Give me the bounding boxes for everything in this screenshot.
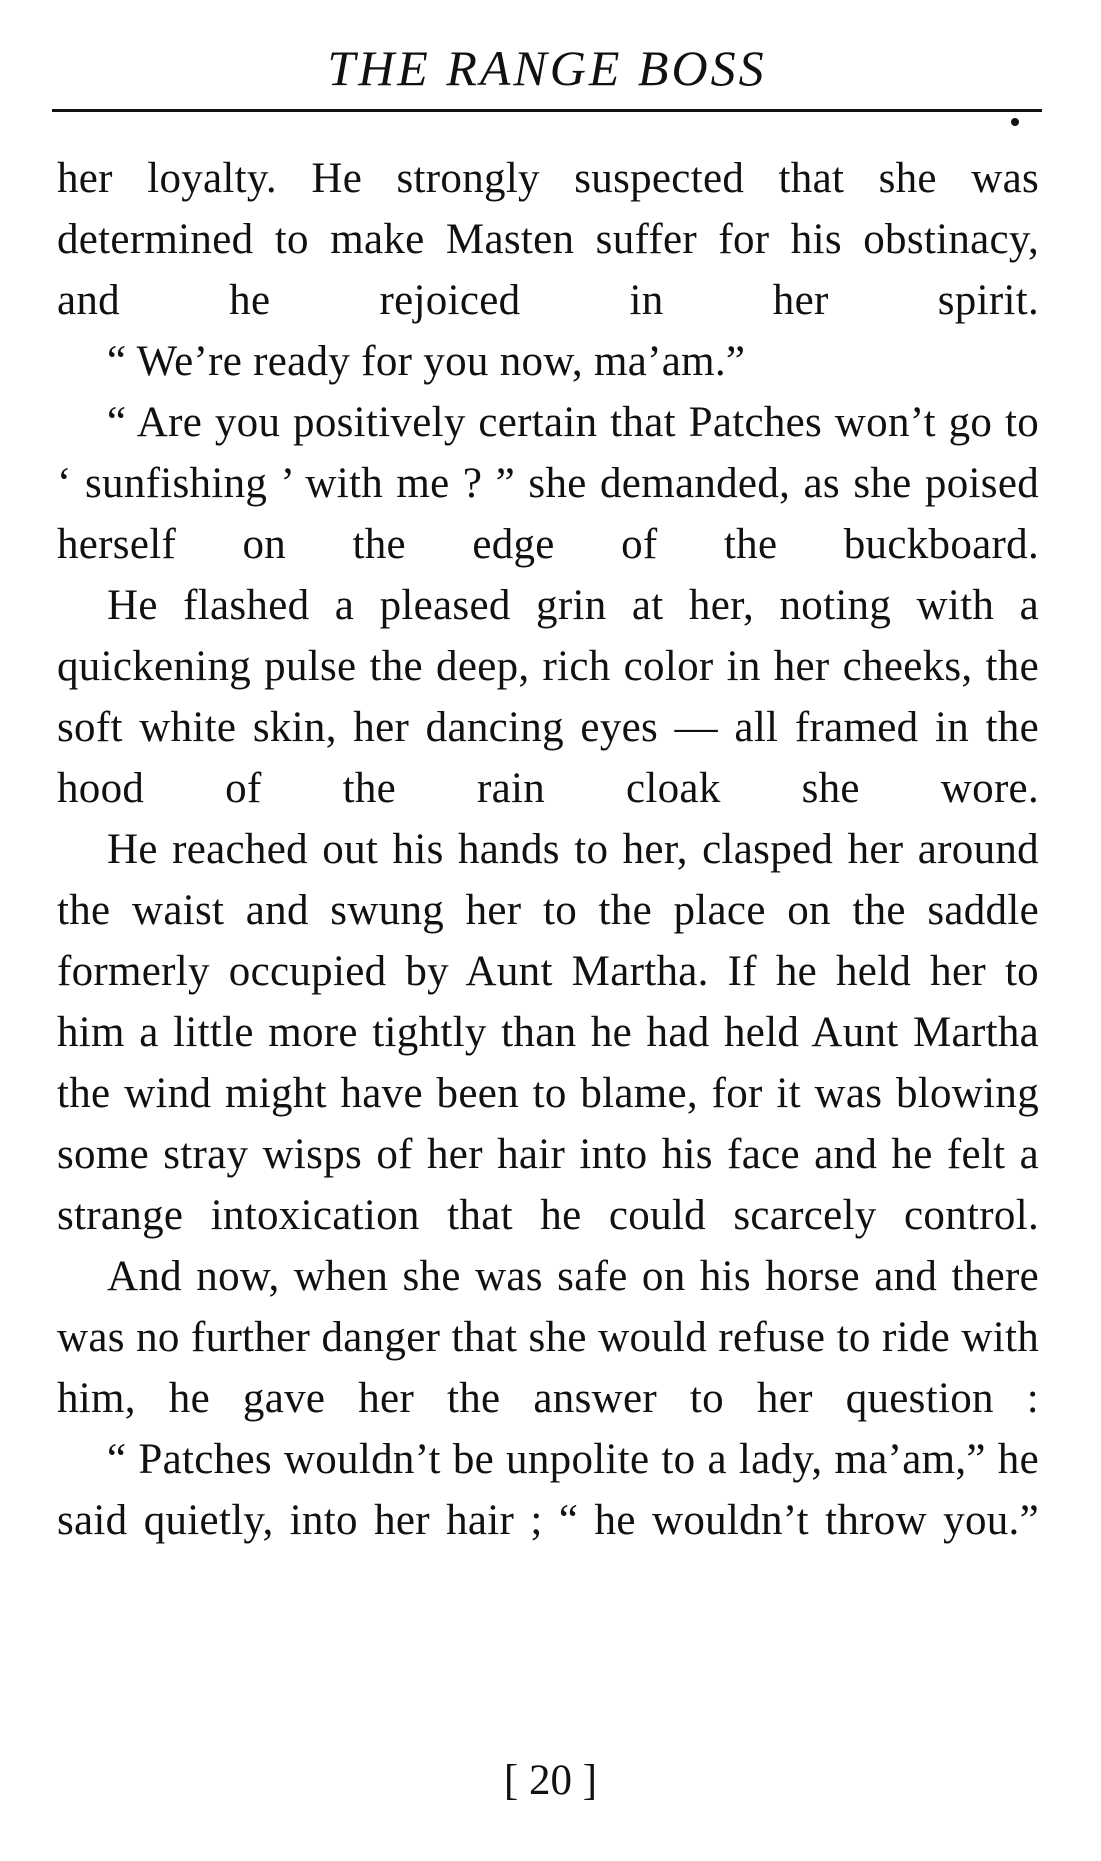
page-number: [ 20 ] <box>503 1757 598 1804</box>
paragraph-5 <box>57 819 1039 1246</box>
paragraph-1-text: her loyalty. He strongly suspected that she was determined to make Masten suffer for his obstinacy, and he rejoiced in her spirit. <box>57 155 1039 324</box>
paragraph-2 <box>57 331 1039 392</box>
paragraph-4 <box>57 575 1039 819</box>
paragraph-3 <box>57 392 1039 575</box>
paragraph-7 <box>57 1429 1039 1551</box>
paragraph-6-text: And now, when she was safe on his horse and there was no further danger that she would refuse to ride with him, he gave her the answer to her question : <box>57 1253 1039 1422</box>
paragraph-7-text: “ Patches wouldn’t be unpolite to a lady, ma’am,” he said quietly, into her hair ; “ he wouldn’t throw you.” <box>57 1436 1039 1544</box>
paragraph-1 <box>57 148 1039 331</box>
running-head: THE RANGE BOSS <box>327 40 767 96</box>
paragraph-4-text: He flashed a pleased grin at her, noting with a quickening pulse the deep, rich color in her cheeks, the soft white skin, her dancing eyes — all framed in the hood of the rain cloak she wore. <box>57 582 1039 812</box>
paragraph-5-text: He reached out his hands to her, clasped her around the waist and swung her to the place on the saddle formerly occupied by Aunt Martha. If he held her to him a little more tightly than he had held Aunt Martha the wind might have been to blame, for it was blowing some stray wisps of her hair into his face and he felt a strange intoxication that he could scarcely control. <box>57 826 1039 1239</box>
paragraph-2-text: “ We’re ready for you now, ma’am.” <box>107 338 746 385</box>
header-rule <box>52 109 1042 112</box>
print-speck <box>1011 118 1019 126</box>
paragraph-6 <box>57 1246 1039 1429</box>
body-text <box>57 148 1039 1551</box>
paragraph-3-text: “ Are you positively certain that Patches won’t go to ‘ sunfishing ’ with me ? ” she demanded, as she poised herself on the edge of the buckboard. <box>57 399 1039 568</box>
